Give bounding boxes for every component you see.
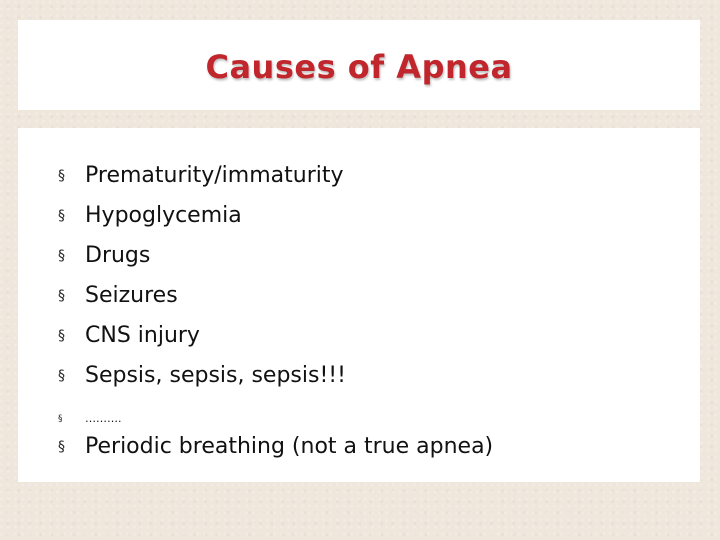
content-box	[18, 128, 700, 482]
bullet-item	[58, 323, 200, 348]
bullet-text: Prematurity/immaturity	[85, 163, 344, 188]
bullet-item	[58, 163, 344, 188]
bullet-marker-icon: §	[58, 438, 65, 455]
bullet-marker-icon: §	[58, 247, 65, 264]
slide-title: Causes of Apnea	[205, 48, 513, 86]
bullet-marker-icon: §	[58, 327, 65, 344]
bullet-text: Drugs	[85, 243, 151, 268]
bullet-text: Periodic breathing (not a true apnea)	[85, 434, 494, 459]
bullet-marker-icon: §	[58, 367, 65, 384]
bullet-item	[58, 283, 178, 308]
bullet-text: Seizures	[85, 283, 178, 308]
bullet-marker-icon: §	[58, 207, 65, 224]
bullet-item	[58, 412, 122, 425]
bullet-text: CNS injury	[85, 323, 200, 348]
bullet-text: ……….	[85, 412, 122, 425]
bullet-marker-icon: §	[58, 287, 65, 304]
title-box	[18, 20, 700, 110]
bullet-text: Sepsis, sepsis, sepsis!!!	[85, 363, 346, 388]
bullet-marker-icon: §	[58, 167, 65, 184]
bullet-item	[58, 363, 346, 388]
bullet-marker-icon: §	[58, 413, 63, 424]
bullet-item	[58, 243, 150, 268]
bullet-item	[58, 203, 242, 228]
bullet-item	[58, 434, 493, 459]
bullet-text: Hypoglycemia	[85, 203, 242, 228]
